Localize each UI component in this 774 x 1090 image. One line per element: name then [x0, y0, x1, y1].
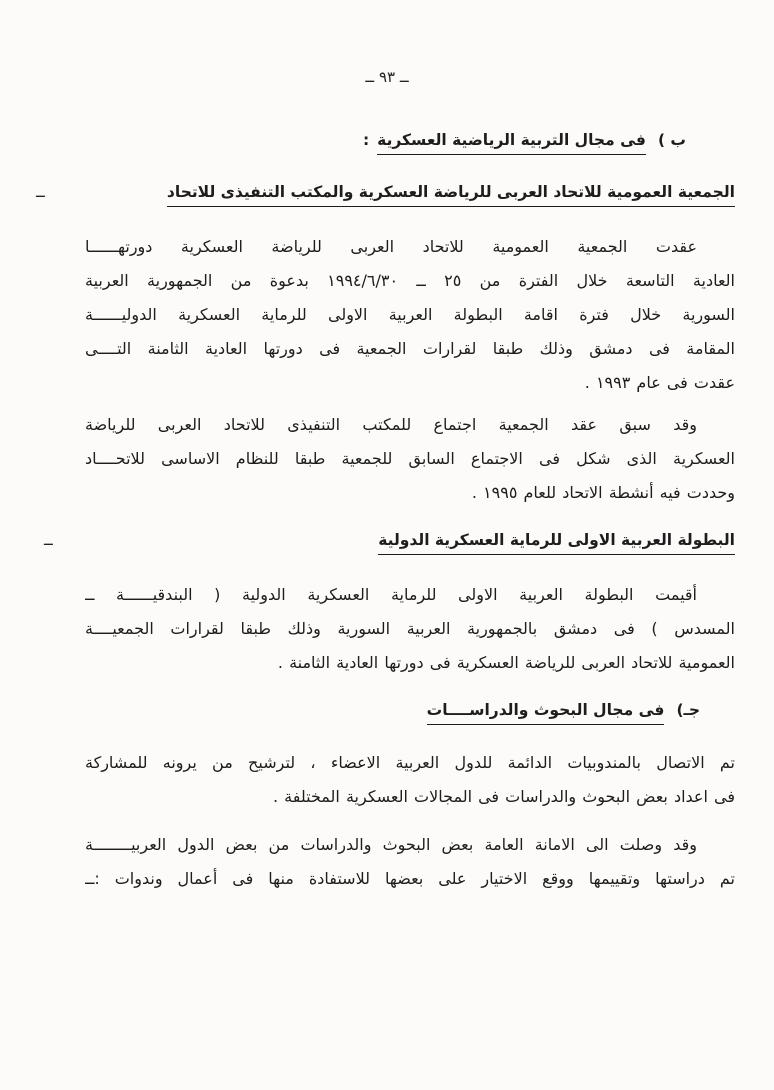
assembly-paragraph-1 — [85, 230, 735, 400]
section-b-marker: ب ) — [657, 131, 686, 149]
text-line: وحددت فيه أنشطة الاتحاد للعام ١٩٩٥ . — [471, 483, 735, 502]
text-line: المقامة فى دمشق وذلك طبقا لقرارات الجمعية فى دورتها العادية الثامنة التــــى — [85, 339, 735, 358]
text-line: عقدت فى عام ١٩٩٣ . — [584, 373, 735, 392]
championship-title: البطولة العربية الاولى للرماية العسكرية الدولية — [378, 531, 735, 555]
assembly-paragraph-2 — [85, 408, 735, 510]
assembly-heading — [60, 183, 735, 207]
championship-paragraph — [85, 578, 735, 680]
text-line: العمومية للاتحاد العربى للرياضة العسكرية فى دورتها العادية الثامنة . — [277, 653, 735, 672]
section-j-title: فى مجال البحوث والدراســــات — [427, 701, 665, 725]
research-paragraph-1 — [85, 746, 735, 814]
championship-heading — [60, 531, 735, 555]
text-line: فى اعداد بعض البحوث والدراسات فى المجالات العسكرية المختلفة . — [273, 787, 735, 806]
text-line: وقد وصلت الى الامانة العامة بعض البحوث والدراسات من بعض الدول العربيــــــــة — [85, 835, 697, 854]
text-line: تم الاتصال بالمندوبيات الدائمة للدول العربية الاعضاء ، لترشيح من يرونه للمشاركة — [85, 753, 735, 772]
text-line: السورية خلال فترة اقامة البطولة العربية الاولى للرماية العسكرية الدوليــــــة — [85, 305, 735, 324]
section-b-colon: : — [362, 131, 370, 149]
text-line: المسدس ) فى دمشق بالجمهورية العربية السورية وذلك طبقا لقرارات الجمعيــــة — [85, 619, 735, 638]
text-line: وقد سبق عقد الجمعية اجتماع للمكتب التنفيذى للاتحاد العربى للرياضة — [85, 415, 697, 434]
text-line: تم دراستها وتقييمها ووقع الاختيار على بعضها للاستفادة منها فى أعمال وندوات :ــ — [85, 869, 735, 888]
research-paragraph-2 — [85, 828, 735, 896]
section-heading-b — [363, 131, 686, 155]
section-b-title: فى مجال التربية الرياضية العسكرية — [377, 131, 646, 155]
text-line: عقدت الجمعية العمومية للاتحاد العربى للرياضة العسكرية دورتهــــــا — [85, 237, 697, 256]
dash-bullet: ــ — [36, 183, 45, 201]
page-number: ــ ٩٣ ــ — [365, 68, 409, 86]
text-line: أقيمت البطولة العربية الاولى للرماية العسكرية الدولية ( البندقيــــــة ــ — [85, 585, 697, 604]
text-line: العادية التاسعة خلال الفترة من ٢٥ ــ ١٩٩٤/٦/٣٠ بدعوة من الجمهورية العربية — [85, 271, 735, 290]
text-line: العسكرية الذى شكل فى الاجتماع السابق للجمعية طبقا للنظام الاساسى للاتحــــاد — [85, 449, 735, 468]
section-j-marker: جـ) — [676, 701, 700, 719]
section-heading-j — [427, 701, 700, 725]
assembly-title: الجمعية العمومية للاتحاد العربى للرياضة العسكرية والمكتب التنفيذى للاتحاد — [167, 183, 735, 207]
dash-bullet: ــ — [44, 531, 53, 549]
